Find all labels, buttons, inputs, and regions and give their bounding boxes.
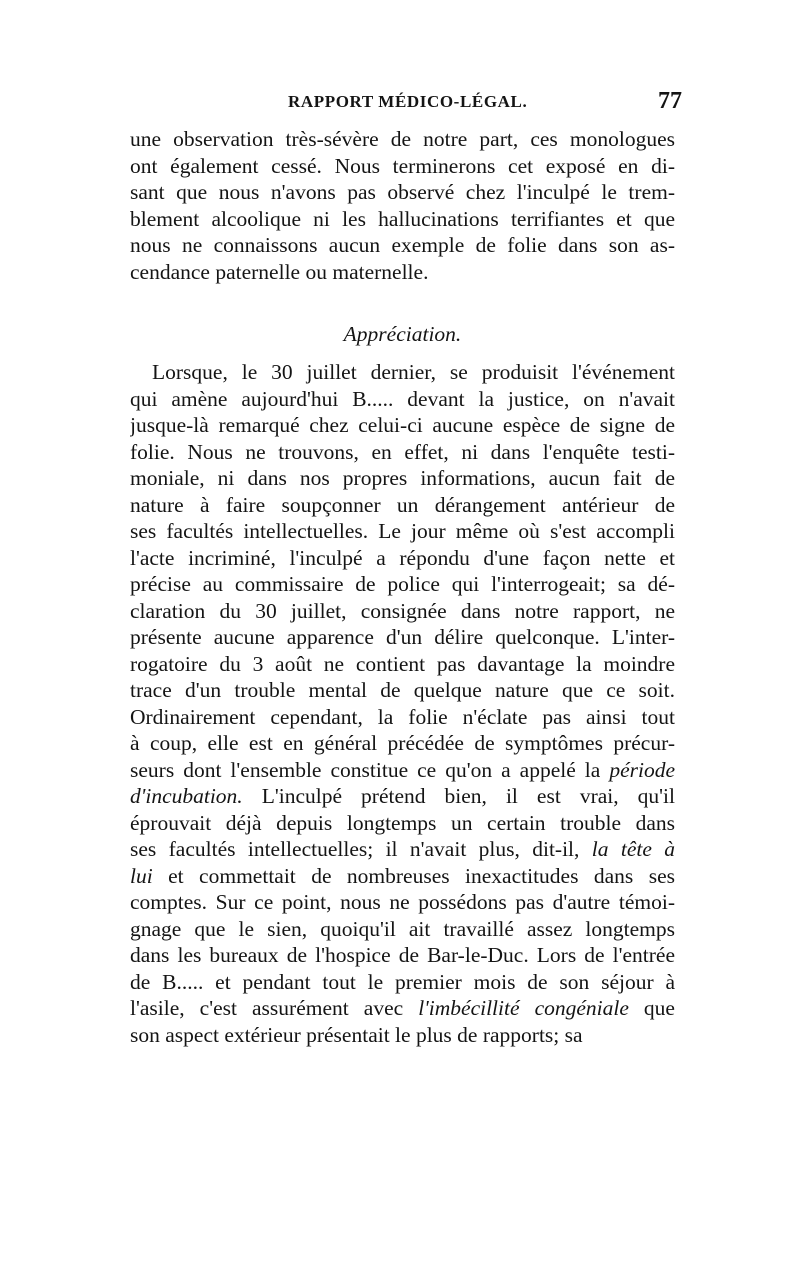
text-line xyxy=(130,492,675,519)
text-line: une observation très-sévère de notre part, ces monologues xyxy=(130,127,675,151)
paragraph-appreciation xyxy=(130,359,675,1048)
text-segment: folie. Nous ne trouvons, en effet, ni dans l'enquête testi- xyxy=(130,439,675,464)
text-segment: nature à faire soupçonner un dérangement antérieur de xyxy=(130,492,675,517)
body-text xyxy=(130,126,675,1048)
text-line: cendance paternelle ou maternelle. xyxy=(130,259,429,284)
text-segment: et commettait de nombreuses inexactitudes dans ses xyxy=(152,863,675,888)
text-line xyxy=(130,651,675,678)
text-line xyxy=(130,1022,675,1049)
text-line: blement alcoolique ni les hallucinations terrifiantes et que xyxy=(130,206,675,231)
text-segment: L'inculpé prétend bien, il est vrai, qu'il xyxy=(242,784,675,808)
text-segment: dans les bureaux de l'hospice de Bar-le-Duc. Lors de l'entrée xyxy=(130,943,675,967)
text-line xyxy=(130,942,675,969)
text-line xyxy=(130,783,675,810)
text-line xyxy=(130,969,675,996)
text-line xyxy=(130,730,675,757)
text-segment: Ordinairement cependant, la folie n'éclate pas ainsi tout xyxy=(130,704,675,729)
text-line xyxy=(130,412,675,439)
paragraph-observation-end xyxy=(130,126,675,285)
italic-phrase: la tête à xyxy=(591,837,675,861)
text-line xyxy=(130,995,675,1022)
text-segment: à coup, elle est en général précédée de symptômes précur- xyxy=(130,731,675,755)
text-segment: gnage que le sien, quoiqu'il ait travaillé assez longtemps xyxy=(130,916,675,941)
text-segment: ses facultés intellectuelles. Le jour même où s'est accompli xyxy=(130,519,675,543)
running-head xyxy=(128,88,688,122)
italic-phrase: période xyxy=(609,757,675,782)
page-number: 77 xyxy=(658,88,682,114)
text-line xyxy=(130,757,675,784)
text-segment: jusque-là remarqué chez celui-ci aucune espèce de signe de xyxy=(130,413,675,437)
text-segment: trace d'un trouble mental de quelque nature que ce soit. xyxy=(130,678,675,702)
text-line xyxy=(130,465,675,492)
text-segment: Lorsque, le 30 juillet dernier, se produisit l'événement xyxy=(152,360,675,384)
text-line xyxy=(130,704,675,731)
text-line xyxy=(130,916,675,943)
text-segment: éprouvait déjà depuis longtemps un certain trouble dans xyxy=(130,810,675,835)
paragraph-gap xyxy=(130,285,675,315)
text-segment: l'acte incriminé, l'inculpé a répondu d'une façon nette et xyxy=(130,545,675,570)
text-segment: ses facultés intellectuelles; il n'avait plus, dit-il, xyxy=(130,837,592,861)
text-line xyxy=(130,518,675,545)
text-line xyxy=(130,836,675,863)
text-segment: l'asile, c'est assurément avec xyxy=(130,996,419,1020)
text-line: ont également cessé. Nous terminerons cet exposé en di- xyxy=(130,153,675,178)
text-line: sant que nous n'avons pas observé chez l'inculpé le trem- xyxy=(130,180,675,204)
text-line xyxy=(130,386,675,413)
text-segment: de B..... et pendant tout le premier mois de son séjour à xyxy=(130,969,675,994)
section-heading: Appréciation. xyxy=(343,322,462,346)
text-segment: qui amène aujourd'hui B..... devant la justice, on n'avait xyxy=(130,386,675,411)
text-line: nous ne connaissons aucun exemple de folie dans son as- xyxy=(130,233,675,257)
text-line xyxy=(130,624,675,651)
italic-phrase: d'incubation. xyxy=(130,784,243,808)
text-line xyxy=(130,545,675,572)
text-line xyxy=(130,677,675,704)
text-segment: son aspect extérieur présentait le plus de rapports; sa xyxy=(130,1022,583,1047)
text-line xyxy=(130,571,675,598)
text-segment: comptes. Sur ce point, nous ne possédons pas d'autre témoi- xyxy=(130,890,675,914)
text-line xyxy=(130,439,675,466)
text-segment: que xyxy=(628,996,675,1020)
italic-phrase: l'imbécillité congéniale xyxy=(418,996,629,1020)
text-line xyxy=(130,598,675,625)
running-title: RAPPORT MÉDICO-LÉGAL. xyxy=(288,92,528,111)
text-segment: moniale, ni dans nos propres informations, aucun fait de xyxy=(130,466,675,490)
text-line xyxy=(130,889,675,916)
text-line xyxy=(130,863,675,890)
text-segment: présente aucune apparence d'un délire quelconque. L'inter- xyxy=(130,625,675,649)
text-line xyxy=(130,359,675,386)
text-line xyxy=(130,810,675,837)
text-segment: seurs dont l'ensemble constitue ce qu'on a appelé la xyxy=(130,757,610,782)
text-segment: précise au commissaire de police qui l'interrogeait; sa dé- xyxy=(130,572,675,596)
text-segment: claration du 30 juillet, consignée dans notre rapport, ne xyxy=(130,598,675,623)
text-segment: rogatoire du 3 août ne contient pas davantage la moindre xyxy=(130,651,675,676)
italic-phrase: lui xyxy=(130,863,153,888)
